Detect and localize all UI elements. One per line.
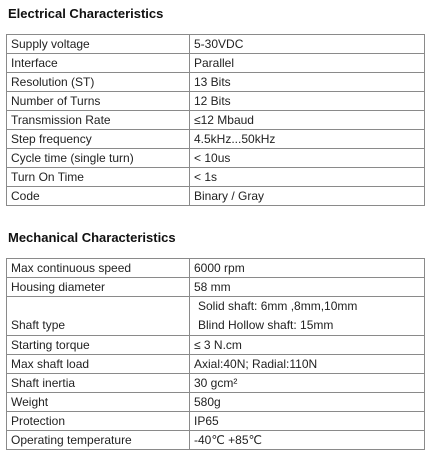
- table-row: [7, 149, 425, 168]
- spec-value: 4.5kHz...50kHz: [190, 130, 425, 149]
- table-row: [7, 54, 425, 73]
- spec-value: 58 mm: [190, 278, 425, 297]
- blind-hollow-shaft-value: Blind Hollow shaft: 15mm: [198, 318, 334, 332]
- electrical-characteristics-table: [6, 34, 425, 206]
- table-row: [7, 297, 425, 336]
- spec-label: [7, 297, 190, 336]
- shaft-type-label: Shaft type: [11, 318, 66, 332]
- table-row: [7, 336, 425, 355]
- spec-value: ≤ 3 N.cm: [190, 336, 425, 355]
- spec-label: Resolution (ST): [7, 73, 190, 92]
- table-row: [7, 412, 425, 431]
- table-row: [7, 355, 425, 374]
- spec-label: Code: [7, 187, 190, 206]
- spec-value: Parallel: [190, 54, 425, 73]
- table-row: [7, 431, 425, 450]
- mechanical-characteristics-table: [6, 258, 425, 450]
- spec-label: Operating temperature: [7, 431, 190, 450]
- spec-label: Protection: [7, 412, 190, 431]
- table-row: [7, 374, 425, 393]
- table-row: [7, 278, 425, 297]
- spec-value: [190, 297, 425, 336]
- spec-value: < 10us: [190, 149, 425, 168]
- spec-value: 6000 rpm: [190, 259, 425, 278]
- table-row: [7, 393, 425, 412]
- spec-value: Binary / Gray: [190, 187, 425, 206]
- spec-label: Interface: [7, 54, 190, 73]
- mechanical-characteristics-heading: Mechanical Characteristics: [8, 230, 176, 245]
- table-row: [7, 130, 425, 149]
- table-row: [7, 92, 425, 111]
- spec-label: Number of Turns: [7, 92, 190, 111]
- table-row: [7, 111, 425, 130]
- spec-label: Cycle time (single turn): [7, 149, 190, 168]
- table-row: [7, 73, 425, 92]
- table-row: [7, 259, 425, 278]
- spec-value: ≤12 Mbaud: [190, 111, 425, 130]
- spec-value: Axial:40N; Radial:110N: [190, 355, 425, 374]
- spec-value: 5-30VDC: [190, 35, 425, 54]
- spec-label: Step frequency: [7, 130, 190, 149]
- spec-value: 13 Bits: [190, 73, 425, 92]
- spec-label: Turn On Time: [7, 168, 190, 187]
- spec-label: Max shaft load: [7, 355, 190, 374]
- spec-value: < 1s: [190, 168, 425, 187]
- table-row: [7, 35, 425, 54]
- spec-label: Weight: [7, 393, 190, 412]
- spec-label: Starting torque: [7, 336, 190, 355]
- electrical-characteristics-heading: Electrical Characteristics: [8, 6, 164, 21]
- table-row: [7, 168, 425, 187]
- spec-label: Max continuous speed: [7, 259, 190, 278]
- solid-shaft-value: Solid shaft: 6mm ,8mm,10mm: [198, 299, 358, 313]
- spec-value: 12 Bits: [190, 92, 425, 111]
- table-row: [7, 187, 425, 206]
- spec-value: 30 gcm²: [190, 374, 425, 393]
- spec-label: Shaft inertia: [7, 374, 190, 393]
- spec-label: Transmission Rate: [7, 111, 190, 130]
- spec-value: IP65: [190, 412, 425, 431]
- spec-label: Supply voltage: [7, 35, 190, 54]
- spec-label: Housing diameter: [7, 278, 190, 297]
- spec-value: -40℃ +85℃: [190, 431, 425, 450]
- spec-value: 580g: [190, 393, 425, 412]
